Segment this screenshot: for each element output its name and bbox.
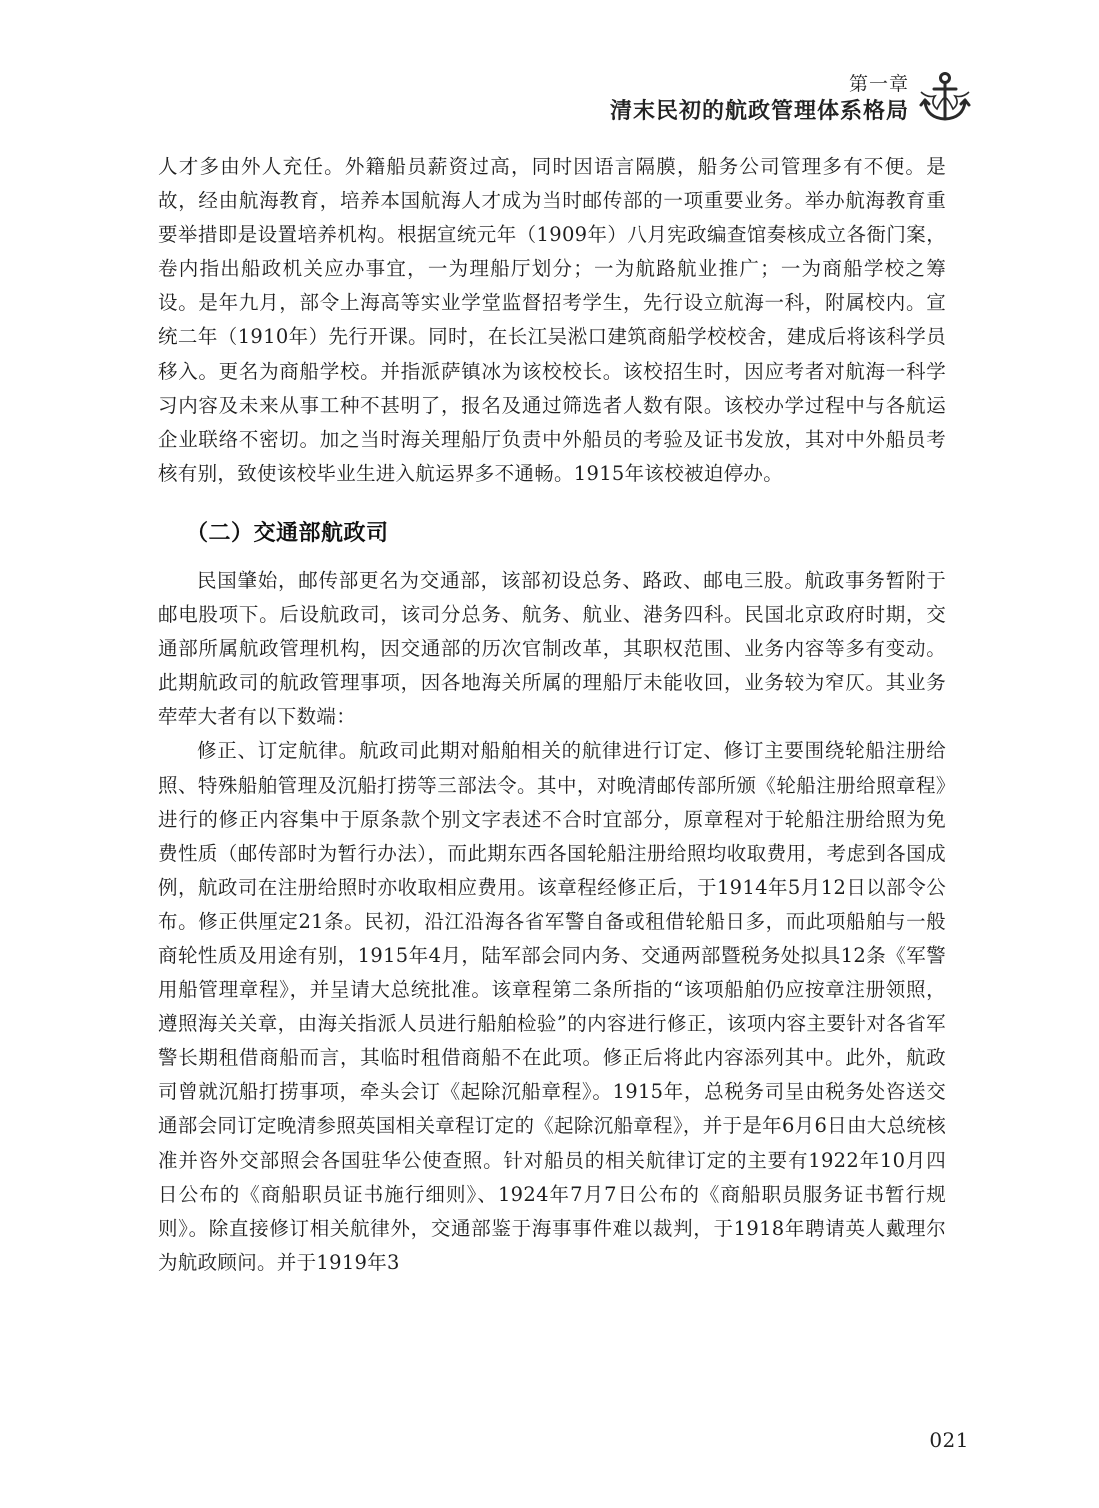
- body-text: [158, 150, 946, 1280]
- chapter-label: 第一章: [848, 73, 909, 95]
- paragraph-maritime-law: 修正、订定航律。航政司此期对船舶相关的航律进行订定、修订主要围绕轮船注册给照、特殊船舶管理及沉船打捞等三部法令。其中，对晚清邮传部所颁《轮船注册给照章程》进行的修正内容集中于原条款个别文字表述不合时宜部分，原章程对于轮船注册给照为免费性质（邮传部时为暂行办法），而此期东西各国轮船注册给照均收取费用，考虑到各国成例，航政司在注册给照时亦收取相应费用。该章程经修正后，于1914年5月12日以部令公布。修正供厘定21条。民初，沿江沿海各省军警自备或租借轮船日多，而此项船舶与一般商轮性质及用途有别，1915年4月，陆军部会同内务、交通两部暨税务处拟具12条《军警用船管理章程》，并呈请大总统批准。该章程第二条所指的“该项船舶仍应按章注册领照，遵照海关关章，由海关指派人员进行船舶检验”的内容进行修正，该项内容主要针对各省军警长期租借商船而言，其临时租借商船不在此项。修正后将此内容添列其中。此外，航政司曾就沉船打捞事项，牵头会订《起除沉船章程》。1915年，总税务司呈由税务处咨送交通部会同订定晚清参照英国相关章程订定的《起除沉船章程》，并于是年6月6日由大总统核准并咨外交部照会各国驻华公使查照。针对船员的相关航律订定的主要有1922年10月四日公布的《商船职员证书施行细则》、1924年7月7日公布的《商船职员服务证书暂行规则》。除直接修订相关航律外，交通部鉴于海事事件难以裁判，于1918年聘请英人戴理尔为航政顾问。并于1919年3: [158, 739, 946, 1274]
- paragraph-ministry-intro: 民国肇始，邮传部更名为交通部，该部初设总务、路政、邮电三股。航政事务暂附于邮电股项下。后设航政司，该司分总务、航务、航业、港务四科。民国北京政府时期，交通部所属航政管理机构，因交通部的历次官制改革，其职权范围、业务内容等多有变动。此期航政司的航政管理事项，因各地海关所属的理船厅未能收回，业务较为窄仄。其业务荦荦大者有以下数端：: [158, 568, 946, 729]
- paragraph-continued: 人才多由外人充任。外籍船员薪资过高，同时因语言隔膜，船务公司管理多有不便。是故，经由航海教育，培养本国航海人才成为当时邮传部的一项重要业务。举办航海教育重要举措即是设置培养机构。根据宣统元年（1909年）八月宪政编查馆奏核成立各衙门案，卷内指出船政机关应办事宜，一为理船厅划分；一为航路航业推广；一为商船学校之筹设。是年九月，部令上海高等实业学堂监督招考学生，先行设立航海一科，附属校内。宣统二年（1910年）先行开课。同时，在长江吴淞口建筑商船学校校舍，建成后将该科学员移入。更名为商船学校。并指派萨镇冰为该校校长。该校招生时，因应考者对航海一科学习内容及未来从事工种不甚明了，报名及通过筛选者人数有限。该校办学过程中与各航运企业联络不密切。加之当时海关理船厅负责中外船员的考验及证书发放，其对中外船员考核有别，致使该校毕业生进入航运界多不通畅。1915年该校被迫停办。: [158, 155, 946, 485]
- page-number: 021: [929, 1428, 969, 1452]
- chapter-title: 清末民初的航政管理体系格局: [609, 98, 909, 124]
- section-heading: （二）交通部航政司: [186, 520, 389, 546]
- anchor-icon: [917, 70, 973, 126]
- running-header: [610, 72, 909, 126]
